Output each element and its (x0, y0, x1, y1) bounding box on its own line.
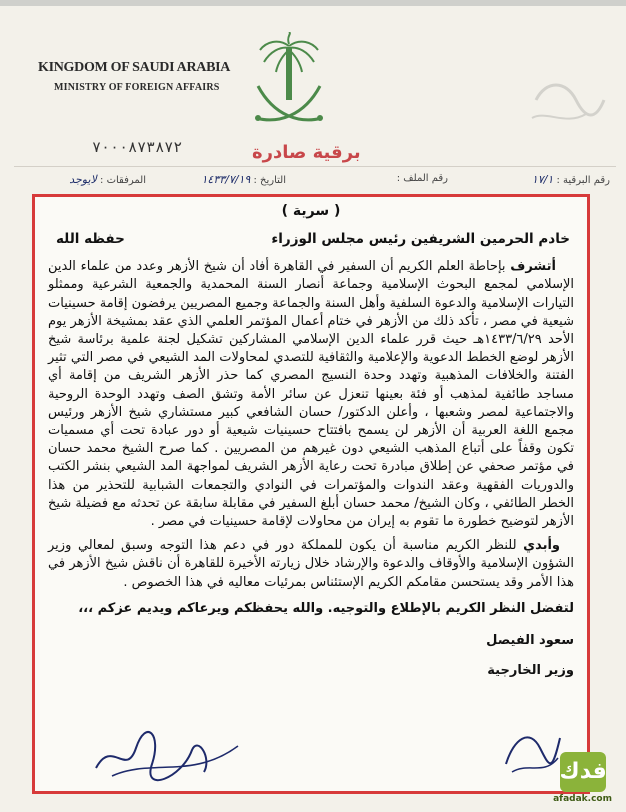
watermark-logo: فدك (560, 752, 606, 792)
handwritten-signature-icon (92, 728, 242, 784)
outgoing-telegram-title: برقية صادرة (252, 142, 361, 163)
paragraph-1-lead: أتشرف (510, 259, 556, 275)
closing-line: لتفضل النظر الكريم بالإطلاع والتوجيه. والله يحفظكم ويرعاكم ويديم عزكم ،،، (78, 600, 574, 616)
paragraph-2-text: للنظر الكريم مناسبة أن يكون للمملكة دور في دعم هذا التوجه وسبق لمعالي وزير الشؤون الإسلامية والأوقاف والدعوة والإرشاد خلال زيارته الأخيرة للقاهرة أن ناقش شيخ الأزهر في هذا الأمر وقد يستحسن مقامكم الكريم الإستئناس بمرئيات معاليه في هذا الخصوص . (48, 538, 574, 590)
classification: ( سرية ) (281, 203, 341, 219)
salutation: حفظه الله (56, 231, 125, 248)
paragraph-1-text: بإحاطة العلم الكريم أن السفير في القاهرة أفاد أن شيخ الأزهر وعدد من علماء الدين الإسلامي لمجمع البحوث الإسلامية وجماعة أنصار السنة المحمدية والجمعية الشرعية وممثلو التيارات الإسلامية والدعوة السلفية وأهل السنة والجماعة وجميع المصريين يرفضون إقامة حسينيات شيعية في مصر ، تأكد ذلك من الأزهر في ختام أعمال المؤتمر العلمي الذي عقد بمشيخة الأزهر يوم الأحد ١٤٣٣/٦/٢٩هـ حيث قرر علماء الدين الإسلامي المشاركين تشكيل لجنة علمية برئاسة شيخ الأزهر لوضع الخطط الدعوية والإعلامية والثقافية للتصدي لمحاولات المد الشيعي في مصر التي تثير الفتنة والخلافات المذهبية وتهدد وحدة النسيج المصري كما حذر الأزهر الشريف من إقامة أي مساجد طائفية لمذهب أو فئة بعينها تنعزل عن سائر الأمة وتشق الصف وتهدد الوحدة الروحية والاجتماعية لمصر وشعبها ، وأعلن الدكتور/ حسان الشافعي كبير مستشاري شيخ الأزهر ورئيس مجمع اللغة العربية أن الأزهر لن يسمح بافتتاح حسينيات شيعية أو دور عبادة تحت أي مسميات تكون وقفاً على أتباع المذهب الشيعي دون غيرهم من المصريين . كما صرح الشيخ محمد حسان في مؤتمر صحفي عن إطلاق مبادرة تحت رعاية الأزهر الشريف لمواجهة المد الشيعي بنشر الكتب والدوريات الفقهية وعقد الندوات والمؤتمرات في النوادي والتجمعات الشبابية للتحذير من هذا الخطر الطائفي ، وكان الشيخ/ محمد حسان أبلغ السفير في مقابلة سابقة عن تحدثه مع فضيلة شيخ الأزهر لتوضيح خطورة ما تقوم به إيران من محاولات لإقامة حسينيات في مصر . (48, 259, 574, 530)
addressee: خادم الحرمين الشريفين رئيس مجلس الوزراء (271, 231, 570, 248)
ministry-header-en (38, 60, 230, 93)
paragraph-1 (48, 258, 574, 531)
attachments-label: المرفقات : (100, 175, 146, 186)
date-value: ١٤٣٣/٧/١٩ (201, 173, 251, 186)
addressee-line (48, 230, 574, 250)
telegram-number-label: رقم البرقية : (556, 175, 610, 186)
attachments-value: لايوجد (69, 173, 97, 186)
signer-title: وزير الخارجية (487, 663, 574, 679)
ministry-name: MINISTRY OF FOREIGN AFFAIRS (54, 82, 220, 93)
signer-name: سعود الفيصل (486, 633, 574, 649)
telegram-date (202, 173, 286, 186)
saudi-emblem-icon (248, 32, 330, 150)
reference-number: ٧٠٠٠٨٧٣٨٧٢ (92, 138, 183, 156)
file-number-label: رقم الملف : (396, 173, 448, 184)
arabic-header-ghost-icon (526, 70, 606, 130)
watermark-site: afadak.com (553, 794, 612, 804)
site-watermark (553, 752, 612, 804)
kingdom-name: KINGDOM OF SAUDI ARABIA (38, 60, 231, 75)
telegram-body (48, 200, 574, 680)
telegram-number (532, 173, 610, 186)
telegram-number-value: ١٧/١ (531, 173, 554, 186)
paragraph-2 (48, 537, 574, 592)
attachments (69, 173, 146, 186)
paragraph-2-lead: وأبدي (523, 538, 560, 554)
date-label: التاريخ : (253, 175, 286, 186)
scan-top-strip (0, 0, 626, 6)
telegram-meta-row (14, 166, 616, 193)
